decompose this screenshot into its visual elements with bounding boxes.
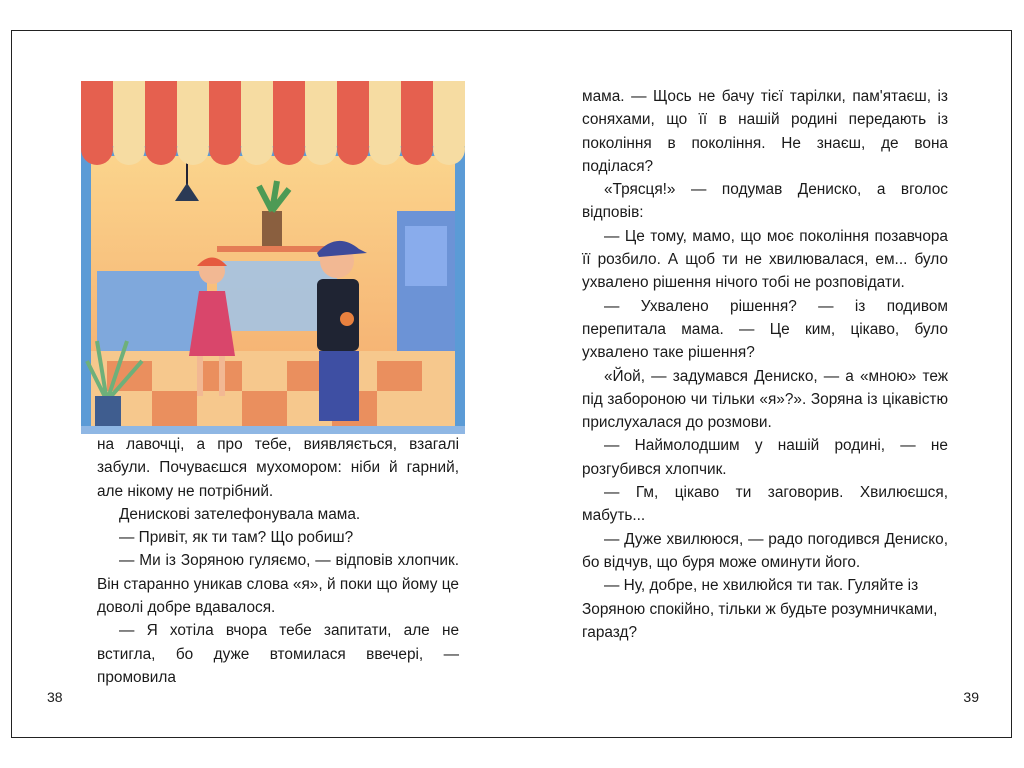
- shop-illustration: [67, 61, 479, 441]
- book-spread: [11, 30, 1012, 738]
- paragraph: — Наймолодшим у нашій родині, — не розгубився хлопчик.: [582, 437, 948, 478]
- paragraph: — Ухвалено рішення? — із подивом перепитала мама. — Це ким, цікаво, було ухвалено таке рішення?: [582, 297, 948, 362]
- shop-scene-image: [67, 61, 479, 441]
- paragraph: Денискові зателефонувала мама.: [119, 505, 361, 523]
- paragraph: — Це тому, мамо, що моє покоління позавчора її розбило. А щоб ти не хвилювалася, ем... було ухвалено рішення нічого тобі не розповідати.: [582, 227, 948, 292]
- page-number-left: 38: [47, 689, 63, 705]
- right-page: [512, 31, 1012, 737]
- left-page-text: [97, 433, 459, 689]
- page-number-right: 39: [963, 689, 979, 705]
- paragraph: — Ми із Зоряною гуляємо, — відповів хлопчик. Він старанно уникав слова «я», й поки що йому це доволі добре вдавалося.: [97, 552, 459, 617]
- paragraph: «Йой, — задумався Дениско, — а «мною» теж під забороною чи тільки «я»?». Зоряна із цікавістю прислухалася до розмови.: [582, 367, 948, 432]
- paragraph: мама. — Щось не бачу тієї тарілки, пам'ятаєш, із соняхами, що її в нашій родині передають із покоління в покоління. Не знаєш, де вона поділася?: [582, 88, 948, 175]
- right-page-text: [582, 85, 948, 644]
- paragraph: «Трясця!» — подумав Дениско, а вголос відповів:: [582, 181, 948, 222]
- paragraph: — Привіт, як ти там? Що робиш?: [119, 529, 354, 547]
- left-page: [12, 31, 512, 737]
- paragraph: — Я хотіла вчора тебе запитати, але не встигла, бо дуже втомилася ввечері, — промовила: [97, 622, 459, 686]
- paragraph: — Гм, цікаво ти заговорив. Хвилюєшся, мабуть...: [582, 484, 948, 525]
- paragraph: на лавочці, а про тебе, виявляється, взагалі забули. Почуваєшся мухомором: ніби й гарний, але нікому не потрібний.: [97, 436, 459, 500]
- paragraph: — Дуже хвилююся, — радо погодився Дениско, бо відчув, що буря може оминути його.: [582, 530, 948, 571]
- paragraph: — Ну, добре, не хвилюйся ти так. Гуляйте із Зоряною спокійно, тільки ж будьте розумничками, гаразд?: [582, 577, 938, 641]
